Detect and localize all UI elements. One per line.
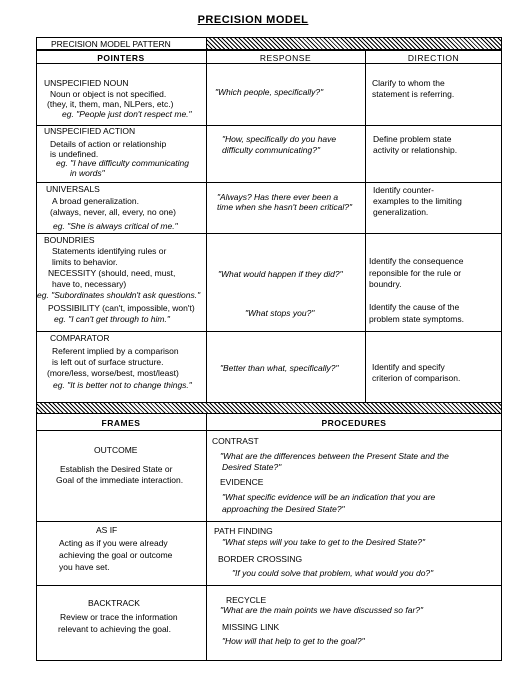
response-header: RESPONSE — [259, 53, 312, 63]
universals-desc: A broad generalization. — [52, 196, 139, 206]
boundries-title: BOUNDRIES — [44, 235, 95, 245]
border-crossing-label: BORDER CROSSING — [218, 554, 303, 564]
boundries-desc: limits to behavior. — [52, 257, 118, 267]
action-example: in words" — [70, 168, 105, 178]
action-desc: is undefined. — [50, 149, 99, 159]
frames-header-rule — [36, 430, 502, 431]
necessity-label: have to, necessary) — [52, 279, 127, 289]
universals-response: "Always? Has there ever been a — [217, 192, 339, 202]
universals-title: UNIVERSALS — [46, 184, 100, 194]
pattern-label: PRECISION MODEL PATTERN — [51, 39, 171, 49]
evidence-question: "What specific evidence will be an indication that you are — [222, 492, 436, 502]
asif-desc: Acting as if you were already — [59, 538, 168, 548]
asif-desc: you have set. — [59, 562, 110, 572]
action-response: difficulty communicating?" — [222, 145, 320, 155]
possibility-label: POSSIBILITY (can't, impossible, won't) — [48, 303, 195, 313]
outcome-desc: Goal of the immediate interaction. — [56, 475, 184, 485]
outcome-title: OUTCOME — [94, 445, 138, 455]
contrast-question: "What are the differences between the Present State and the — [220, 451, 449, 461]
universals-example: eg. "She is always critical of me." — [53, 221, 178, 231]
boundries-direction-1: boundry. — [369, 279, 402, 289]
universals-desc: (always, never, all, every, no one) — [50, 207, 176, 217]
noun-desc: Noun or object is not specified. — [50, 89, 167, 99]
comparator-desc: is left out of surface structure. — [52, 357, 164, 367]
action-response: "How, specifically do you have — [222, 134, 337, 144]
recycle-question: "What are the main points we have discussed so far?" — [220, 605, 424, 615]
action-title: UNSPECIFIED ACTION — [44, 126, 136, 136]
comparator-desc: Referent implied by a comparison — [52, 346, 179, 356]
backtrack-desc: Review or trace the information — [60, 612, 178, 622]
comparator-direction: criterion of comparison. — [372, 373, 461, 383]
pattern-label-box — [36, 37, 206, 50]
action-direction: activity or relationship. — [373, 145, 458, 155]
noun-direction: Clarify to whom the — [372, 78, 445, 88]
boundries-response-1: "What would happen if they did?" — [218, 269, 343, 279]
asif-desc: achieving the goal or outcome — [59, 550, 173, 560]
comparator-desc: (more/less, worse/best, most/least) — [47, 368, 179, 378]
evidence-label: EVIDENCE — [220, 477, 264, 487]
universals-response: time when she hasn't been critical?" — [217, 202, 353, 212]
boundries-direction-2: problem state symptoms. — [369, 314, 464, 324]
row-rule — [36, 233, 502, 234]
universals-direction: examples to the limiting — [373, 196, 462, 206]
contrast-question: Desired State?" — [222, 462, 282, 472]
row-rule — [36, 182, 502, 183]
possibility-example: eg. "I can't get through to him." — [54, 314, 170, 324]
comparator-title: COMPARATOR — [50, 333, 110, 343]
frames-col-divider — [206, 414, 207, 661]
noun-title: UNSPECIFIED NOUN — [44, 78, 129, 88]
boundries-direction-1: reponsible for the rule or — [369, 268, 462, 278]
evidence-question: approaching the Desired State?" — [222, 504, 345, 514]
contrast-label: CONTRAST — [212, 436, 259, 446]
noun-direction: statement is referring. — [372, 89, 455, 99]
noun-desc: (they, it, them, man, NLPers, etc.) — [47, 99, 174, 109]
section-hatch — [36, 403, 502, 414]
pointers-header: POINTERS — [97, 53, 145, 63]
page-title: PRECISION MODEL — [197, 14, 309, 26]
action-desc: Details of action or relationship — [50, 139, 167, 149]
comparator-response: "Better than what, specifically?" — [220, 363, 339, 373]
action-example: eg. "I have difficulty communicating — [56, 158, 189, 168]
recycle-label: RECYCLE — [226, 595, 267, 605]
noun-example: eg. "People just don't respect me." — [62, 109, 192, 119]
missing-link-question: "How will that help to get to the goal?" — [222, 636, 365, 646]
necessity-label: NECESSITY (should, need, must, — [48, 268, 176, 278]
necessity-example: eg. "Subordinates shouldn't ask questions." — [37, 290, 201, 300]
boundries-desc: Statements identifying rules or — [52, 246, 167, 256]
universals-direction: Identify counter- — [373, 185, 434, 195]
boundries-direction-2: Identify the cause of the — [369, 302, 460, 312]
direction-header: DIRECTION — [407, 53, 460, 63]
backtrack-desc: relevant to achieving the goal. — [58, 624, 171, 634]
noun-response: "Which people, specifically?" — [215, 87, 324, 97]
outcome-desc: Establish the Desired State or — [60, 464, 173, 474]
procedures-header: PROCEDURES — [321, 418, 387, 428]
missing-link-label: MISSING LINK — [222, 622, 280, 632]
frames-row-rule — [36, 585, 502, 586]
border-crossing-question: "If you could solve that problem, what would you do?" — [232, 568, 434, 578]
universals-direction: generalization. — [373, 207, 429, 217]
asif-title: AS IF — [96, 525, 118, 535]
path-finding-question: "What steps will you take to get to the Desired State?" — [222, 537, 426, 547]
boundries-response-2: "What stops you?" — [245, 308, 315, 318]
comparator-example: eg. "It is better not to change things." — [53, 380, 192, 390]
col-divider-2 — [365, 50, 366, 403]
path-finding-label: PATH FINDING — [214, 526, 273, 536]
frames-header: FRAMES — [101, 418, 141, 428]
frames-row-rule — [36, 521, 502, 522]
header-hatch — [206, 37, 502, 50]
backtrack-title: BACKTRACK — [88, 598, 140, 608]
action-direction: Define problem state — [373, 134, 452, 144]
boundries-direction-1: Identify the consequence — [369, 256, 464, 266]
comparator-direction: Identify and specify — [372, 362, 445, 372]
row-rule — [36, 331, 502, 332]
col-divider-1 — [206, 50, 207, 403]
